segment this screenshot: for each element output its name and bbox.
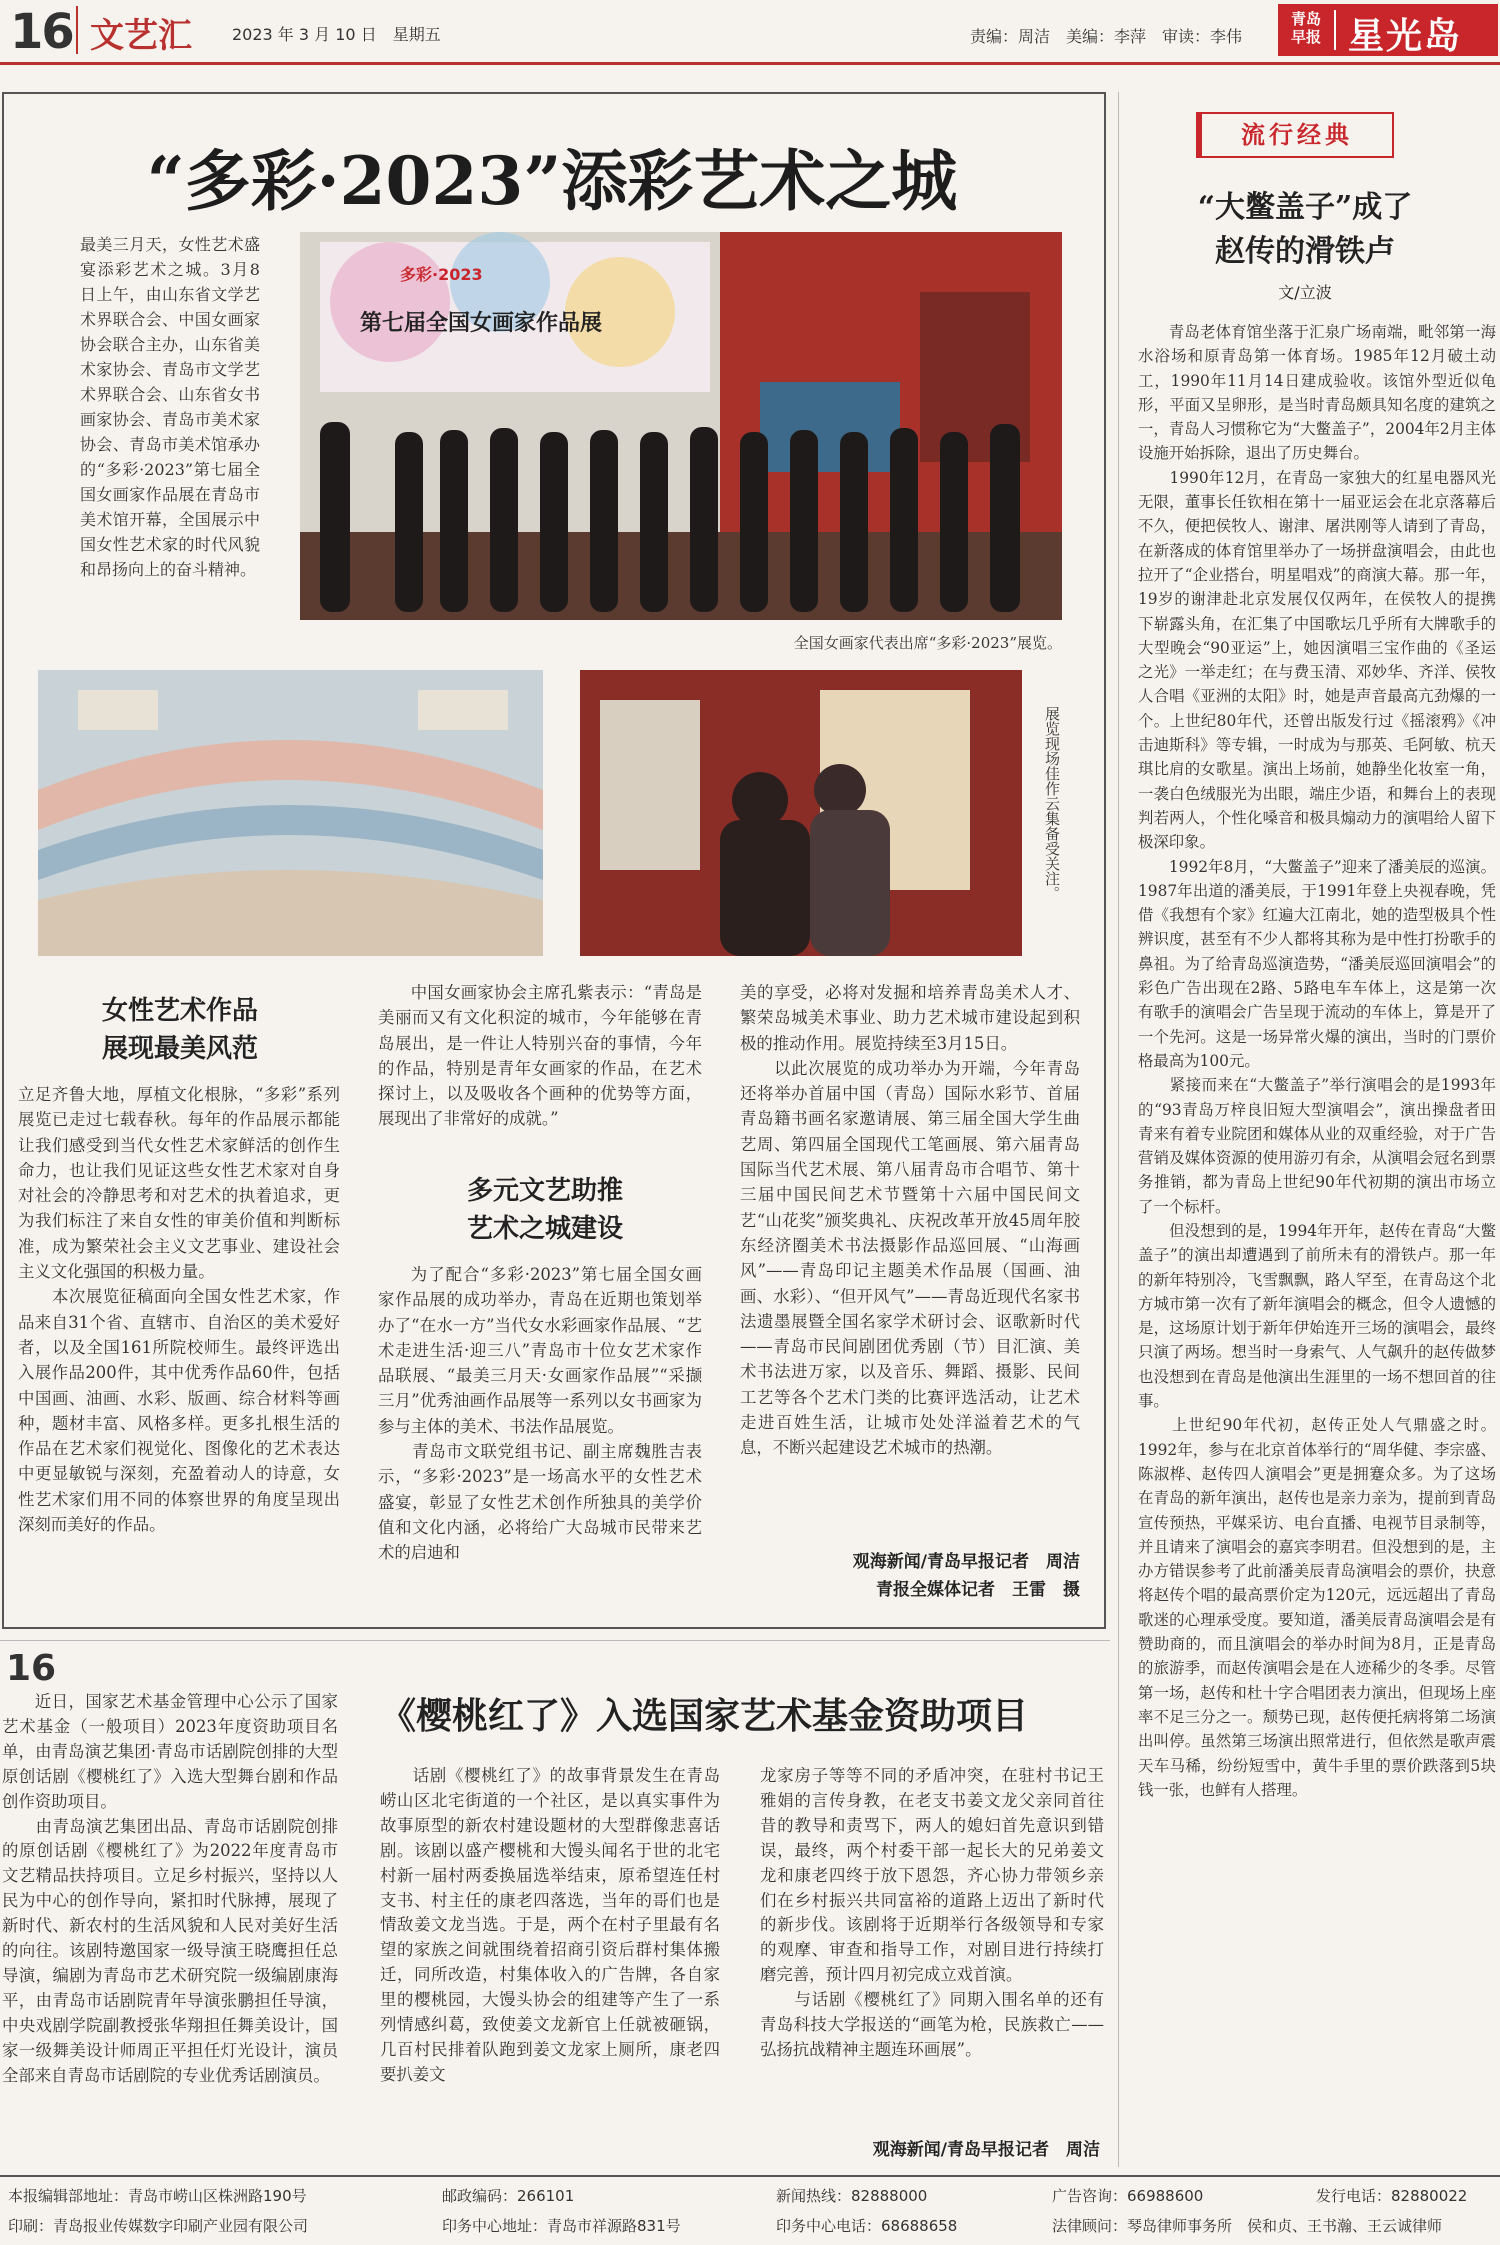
main-article-reporter: 观海新闻/青岛早报记者 周洁	[852, 1552, 1080, 1572]
bottom-page-number: 16	[6, 1648, 57, 1689]
viewers-photo-illustration	[580, 670, 1022, 956]
footer-ad-tel: 广告咨询：66988600	[1052, 2187, 1204, 2205]
footer-printer: 印刷：青岛报业传媒数字印刷产业园有限公司	[8, 2217, 309, 2235]
exhibition-viewers-photo	[580, 670, 1022, 956]
page-footer	[0, 2175, 1500, 2245]
bottom-article-title: 《樱桃红了》入选国家艺术基金资助项目	[380, 1695, 1029, 1737]
side-article-body: 青岛老体育馆坐落于汇泉广场南端，毗邻第一海水浴场和原青岛第一体育场。1985年12月破土动工，1990年11月14日建成验收。该馆外型近似龟形，平面又呈卵形，是当时青岛颇具知名度的建筑之一，青岛人习惯称它为“大鳖盖子”，2004年2月主体设施开始拆除，退出了历史舞台。 1990年12月，在青岛一家独大的红星电器风光无限，董事长任钦相在第十一届亚运会在北京落幕后不久，便把侯牧人、谢津、屠洪刚等人请到了青岛，在新落成的体育馆里举办了一场拼盘演唱会，由此也拉开了“企业搭台，明星唱戏”的商演大幕。那一年，19岁的谢津赴北京发展仅仅两年，在侯牧人的提携下崭露头角，在汇集了中国歌坛几乎所有大牌歌手的大型晚会“90亚运”上，她因演唱三宝作曲的《圣运之光》一举走红；在与费玉清、邓妙华、齐洋、侯牧人合唱《亚洲的太阳》时，她是声音最高亢劲爆的一个。上世纪80年代，还曾出版发行过《摇滚鸦》《冲击迪斯科》等专辑，一时成为与那英、毛阿敏、杭天琪比肩的女歌星。演出上场前，她静坐化妆室一角，一袭白色绒服光为出眼，端庄少语，和舞台上的表现判若两人，个性化嗓音和极具煽动力的演唱给人留下极深印象。 1992年8月，“大鳖盖子”迎来了潘美辰的巡演。1987年出道的潘美辰，于1991年登上央视春晚，凭借《我想有个家》红遍大江南北，她的造型极具个性辨识度，甚至有不少人都将其称为是中性打扮歌手的鼻祖。为了给青岛巡演造势，“潘美辰巡回演唱会”的彩色广告出现在2路、5路电车车体上，这是第一次有歌手的演唱会广告呈现于流动的车体上，算是开了一个先河。这是一场异常火爆的演出，当时的门票价格最高为100元。 紧接而来在“大鳖盖子”举行演唱会的是1993年的“93青岛万梓良旧短大型演唱会”，演出操盘者田青来有着专业院团和媒体从业的双重经验，对于广告营销及媒体资源的使用游刃有余，从演唱会冠名到票务推销，都为青岛上世纪90年代初期的演出市场立了一个标杆。 但没想到的是，1994年开年，赵传在青岛“大鳖盖子”的演出却遭遇到了前所未有的滑铁卢。那一年的新年特别冷，飞雪飘飘，路人罕至，在青岛这个北方城市第一次有了新年演唱会的概念，但令人遗憾的是，这场原计划于新年伊始连开三场的演唱会，最终只演了两场。想当时一身索气、人气飙升的赵传做梦也没想到在青岛是他演出生涯里的一场不想回首的往事。 上世纪90年代初，赵传正处人气鼎盛之时。1992年，参与在北京首体举行的“周华健、李宗盛、陈淑桦、赵传四人演唱会”更是拥蹇众多。为了这场在青岛的新年演出，赵传也是亲力亲为，提前到青岛宣传预热，平媒采访、电台直播、电视节目录制等，并且请来了演唱会的嘉宾李明君。但没想到的是，主办方错误参考了此前潘美辰青岛演唱会的票价，抉意将赵传个唱的最高票价定为120元，远远超出了青岛歌迷的心理承受度。要知道，潘美辰青岛演唱会是有赞助商的，而且演唱会的举办时间为8月，正是青岛的旅游季，而赵传演唱会是在人迹稀少的冬季。尽管第一场，赵传和杜十字合唱团表力演出，但现场上座率不足三分之一。颓势已现，赵传便托病将第二场演出叫停。虽然第三场演出照常进行，但依然是歌声震天车马稀，纷纷短雪中，黄牛手里的票价跌落到5块钱一张，也鲜有人搭理。	[1138, 323, 1496, 1799]
main-article-photographer: 青报全媒体记者 王雷 摄	[876, 1580, 1080, 1600]
hall-photo-illustration	[38, 670, 543, 956]
bottom-col-2-text: 话剧《樱桃红了》的故事背景发生在青岛崂山区北宅街道的一个社区，是以真实事件为故事原型的新农村建设题材的大型群像悲喜话剧。该剧以盛产樱桃和大馒头闻名于世的北宅村新一届村两委换届选举结束，原希望连任村支书、村主任的康老四落选，当年的哥们也是情敌姜文龙当选。于是，两个在村子里最有名望的家族之间就围绕着招商引资后群村集体搬迁，同所改造，村集体收入的广告牌，各自家里的樱桃园，大馒头协会的组建等产生了一系列情感纠葛，致使姜文龙新官上任就被砸锅，几百村民排着队跑到姜文龙家上厕所，康老四要扒姜文	[380, 1766, 720, 2084]
footer-print-tel: 印务中心电话：68688658	[776, 2217, 958, 2235]
side-article-title: “大鳖盖子”成了 赵传的滑铁卢	[1197, 190, 1413, 269]
brand-logo	[1278, 4, 1498, 56]
main-col-1-text: 立足齐鲁大地，厚植文化根脉，“多彩”系列展览已走过七载春秋。每年的作品展示都能让我们感受到当代女性艺术家鲜活的创作生命力，也让我们见证这些女性艺术家对自身对社会的冷静思考和对艺术的执着追求，更为我们标注了来自女性的审美价值和判断标准，成为繁荣社会主义文艺事业、建设社会主义文化强国的积极力量。 本次展览征稿面向全国女性艺术家，作品来自31个省、直辖市、自治区的美术爱好者，以及全国161所院校师生。最终评选出入展作品200件，其中优秀作品60件，包括中国画、油画、水彩、版画、综合材料等画种，题材丰富、风格多样。更多扎根生活的作品在艺术家们视觉化、图像化的艺术表达中更显敏锐与深刻，充盈着动人的诗意，女性艺术家们用不同的体察世界的角度呈现出深刻而美好的作品。	[18, 1085, 340, 1535]
page-number: 16	[10, 4, 73, 60]
group-photo-illustration	[300, 232, 1062, 620]
footer-address: 本报编辑部地址：青岛市崂山区株洲路190号	[8, 2187, 307, 2205]
bottom-col-3-text: 龙家房子等等不同的矛盾冲突，在驻村书记王雅娟的言传身教，在老支书姜文龙父亲同首往昔的教导和责骂下，两人的媳妇首先意识到错误，最终，两个村委干部一起长大的兄弟姜文龙和康老四终于放下恩怨，齐心协力带领乡亲们在乡村振兴共同富裕的道路上迈出了新时代的新步伐。该剧将于近期举行各级领导和专家的观摩、审查和指导工作，对剧目进行持续打磨完善，预计四月初完成立戏首演。 与话剧《樱桃红了》同期入围名单的还有青岛科技大学报送的“画笔为枪，民族救亡——弘扬抗战精神主题连环画展”。	[760, 1766, 1104, 2059]
bottom-article-reporter: 观海新闻/青岛早报记者 周洁	[872, 2140, 1100, 2160]
section-title: 文艺汇	[90, 16, 192, 56]
footer-print-address: 印务中心地址：青岛市祥源路831号	[442, 2217, 681, 2235]
exhibition-group-photo	[300, 232, 1062, 620]
footer-issue-tel: 发行电话：82880022	[1316, 2187, 1468, 2205]
exhibition-hall-photo	[38, 670, 543, 956]
main-col-2-text-a: 中国女画家协会主席孔紫表示：“青岛是美丽而又有文化积淀的城市，今年能够在青岛展出，是一件让人特别兴奋的事情，今年的作品，特别是青年女画家的作品，在艺术探讨上，以及吸收各个画种的优势等方面，展现出了非常好的成就。”	[378, 983, 702, 1129]
column-tag: 流行经典	[1200, 112, 1394, 158]
group-photo-caption: 全国女画家代表出席“多彩·2023”展览。	[793, 634, 1062, 652]
bottom-col-1-text: 近日，国家艺术基金管理中心公示了国家艺术基金（一般项目）2023年度资助项目名单，由青岛演艺集团·青岛市话剧院创排的大型原创话剧《樱桃红了》入选大型舞台剧和作品创作资助项目。 由青岛演艺集团出品、青岛市话剧院创排的原创话剧《樱桃红了》为2022年度青岛市文艺精品扶持项目。立足乡村振兴，坚持以人民为中心的创作导向，紧扣时代脉搏，展现了新时代、新农村的生活风貌和人民对美好生活的向往。该剧特邀国家一级导演王晓鹰担任总导演，编剧为青岛市艺术研究院一级编剧康海平，由青岛市话剧院青年导演张鹏担任导演，中央戏剧学院副教授张华翔担任舞美设计，国家一级舞美设计师周正平担任灯光设计，演员全部来自青岛市话剧院的专业优秀话剧演员。	[2, 1692, 338, 2085]
footer-postcode: 邮政编码：266101	[442, 2187, 575, 2205]
brand-divider	[1334, 10, 1336, 50]
subheading-diverse-arts: 多元文艺助推 艺术之城建设	[466, 1176, 623, 1244]
header-divider	[76, 6, 78, 54]
main-article-title: “多彩·2023”添彩艺术之城	[146, 142, 958, 220]
main-article-intro: 最美三月天，女性艺术盛宴添彩艺术之城。3月8日上午，由山东省文学艺术界联合会、中国女画家协会联合主办，山东省美术家协会、青岛市文学艺术界联合会、山东省女书画家协会、青岛市美术家协会、青岛市美术馆承办的“多彩·2023”第七届全国女画家作品展在青岛市美术馆开幕，全国展示中国女性艺术家的时代风貌和昂扬向上的奋斗精神。	[80, 235, 260, 579]
banner-line-1: 多彩·2023	[400, 265, 483, 284]
issue-date: 2023 年 3 月 10 日 星期五	[232, 25, 441, 44]
main-col-3-text: 美的享受，必将对发掘和培养青岛美术人才、繁荣岛城美术事业、助力艺术城市建设起到积极的推动作用。展览持续至3月15日。 以此次展览的成功举办为开端，今年青岛还将举办首届中国（青岛）国际水彩节、首届青岛籍书画名家邀请展、第三届全国大学生曲艺周、第四届全国现代工笔画展、第六届青岛国际当代艺术展、第八届青岛市合唱节、第十三届中国民间艺术节暨第十六届中国民间文艺“山花奖”颁奖典礼、庆祝改革开放45周年胶东经济圈美术书法摄影作品巡回展、“山海画风”——青岛印记主题美术作品展（国画、油画、水彩）、“但开风气”——青岛近现代名家书法遗墨展暨全国名家学术研讨会、讴歌新时代——青岛市民间剧团优秀剧（节）目汇演、美术书法进万家，以及音乐、舞蹈、摄影、民间工艺等各个艺术门类的比赛评选活动，让艺术走进百姓生活，让城市处处洋溢着艺术的气息，不断兴起建设艺术城市的热潮。	[740, 983, 1080, 1458]
editor-credits: 责编：周洁 美编：李萍 审读：李伟	[970, 27, 1243, 46]
main-col-2-text-b: 为了配合“多彩·2023”第七届全国女画家作品展的成功举办，青岛在近期也策划举办了“在水一方”当代女水彩画家作品展、“艺术走进生活·迎三八”青岛市十位女艺术家作品联展、“最美三月天·女画家作品展”“采撷三月”优秀油画作品展等一系列以女书画家为参与主体的美术、书法作品展览。 青岛市文联党组书记、副主席魏胜吉表示，“多彩·2023”是一场高水平的女性艺术盛宴，彰显了女性艺术创作所独具的美学价值和文化内涵，必将给广大岛城市民带来艺术的启迪和	[378, 1265, 702, 1563]
side-article-author: 文/立波	[1278, 283, 1332, 302]
footer-news-hotline: 新闻热线：82888000	[776, 2187, 928, 2205]
brand-small: 青岛早报	[1290, 10, 1321, 46]
footer-legal: 法律顾问：琴岛律师事务所 侯和贞、王书瀚、王云诚律师	[1052, 2217, 1443, 2235]
column-divider	[1118, 92, 1119, 2167]
bottom-divider	[0, 1640, 1110, 1641]
brand-name: 星光岛	[1348, 15, 1463, 57]
viewers-photo-caption: 展览现场佳作云集备受关注。	[1043, 706, 1061, 901]
page-header	[0, 0, 1500, 65]
subheading-women-art: 女性艺术作品 展现最美风范	[101, 996, 258, 1064]
banner-line-2: 第七届全国女画家作品展	[360, 310, 603, 336]
